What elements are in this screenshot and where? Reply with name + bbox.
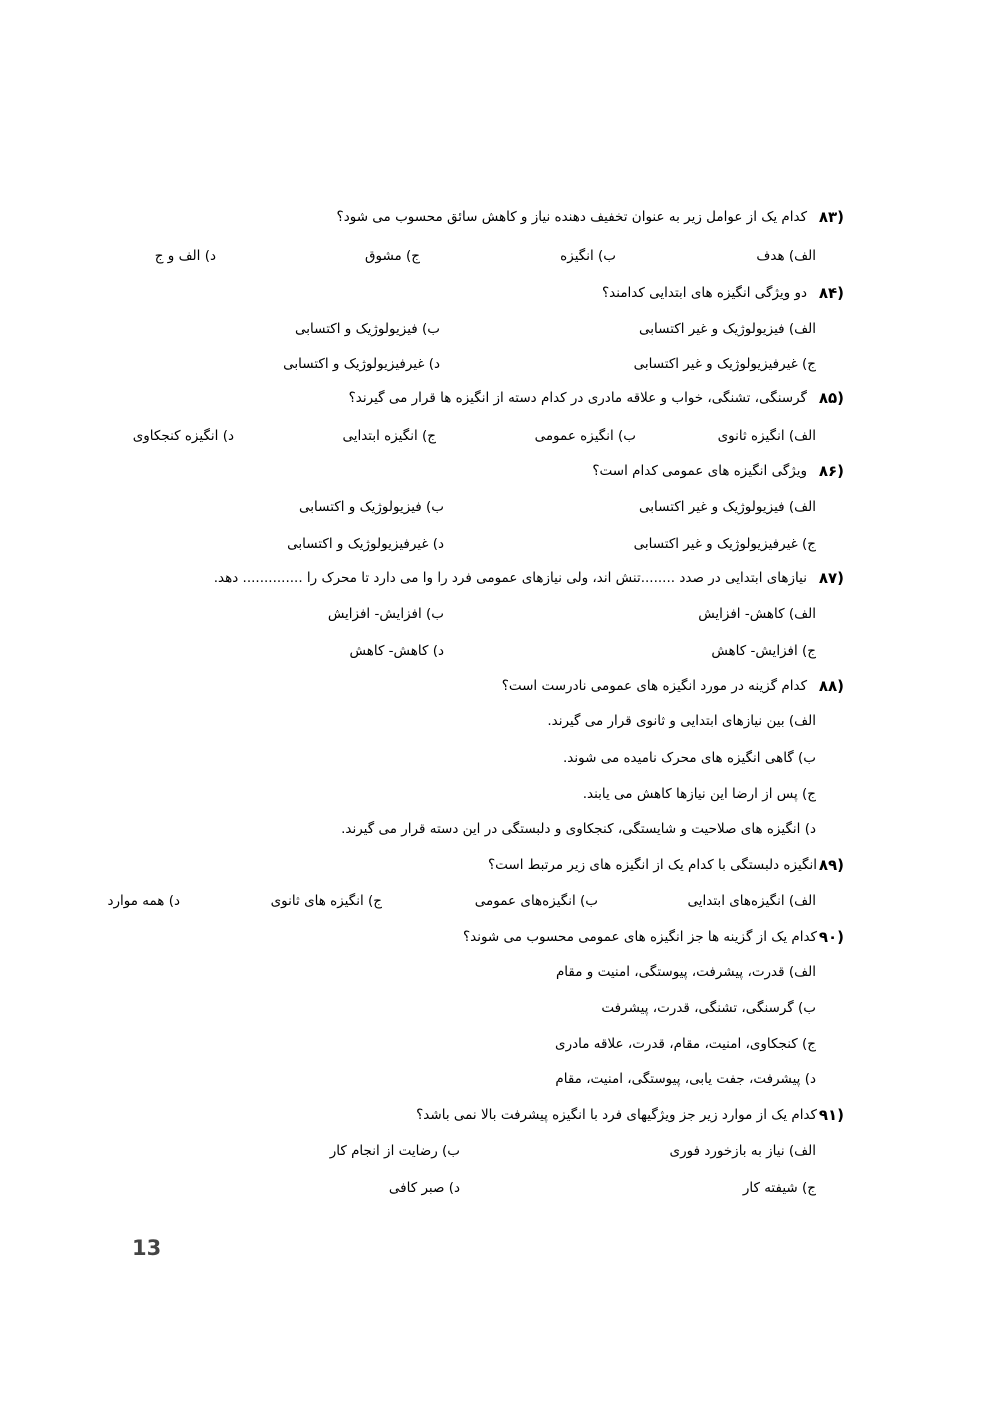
q87-option-d: د) کاهش- کاهش — [349, 643, 444, 659]
question-89-text: انگیزه دلبستگی با کدام یک از انگیزه های زیر مرتبط است؟ — [488, 857, 817, 873]
question-83-number: ۸۳) — [818, 208, 844, 226]
q83-option-c: ج) مشوق — [365, 248, 420, 264]
q85-option-d: د) انگیزه کنجکاوی — [132, 428, 234, 444]
question-86-number: ۸۶) — [818, 462, 844, 480]
q91-option-c: ج) شیفته کار — [742, 1180, 816, 1196]
q91-option-a: الف) نیاز به بازخورد فوری — [669, 1143, 816, 1159]
question-85-text: گرسنگی، تشنگی، خواب و علاقه مادری در کدام دسته از انگیزه ها قرار می گیرند؟ — [348, 390, 807, 406]
question-88-number: ۸۸) — [818, 677, 844, 695]
q91-option-d: د) صبر کافی — [388, 1180, 460, 1196]
q88-option-a: الف) بین نیازهای ابتدایی و ثانوی قرار می گیرند. — [547, 713, 816, 729]
question-91-number: ۹۱) — [818, 1106, 844, 1124]
question-85-number: ۸۵) — [818, 389, 844, 407]
question-84-number: ۸۴) — [818, 284, 844, 302]
question-90-number: ۹۰) — [818, 928, 844, 946]
question-86-text: ویژگی انگیزه های عمومی کدام است؟ — [592, 463, 807, 479]
question-87-number: ۸۷) — [818, 569, 844, 587]
q89-option-b: ب) انگیزه‌های عمومی — [474, 893, 598, 909]
q90-option-b: ب) گرسنگی، تشنگی، قدرت، پیشرفت — [601, 1000, 816, 1016]
q87-option-b: ب) افزایش- افزایش — [327, 606, 444, 622]
question-88-text: کدام گزینه در مورد انگیزه های عمومی نادرست است؟ — [501, 678, 807, 694]
q86-option-d: د) غیرفیزیولوژیک و اکتسابی — [287, 536, 444, 552]
q88-option-b: ب) گاهی انگیزه های محرک نامیده می شوند. — [563, 750, 816, 766]
q87-option-a: الف) کاهش- افزایش — [698, 606, 816, 622]
q84-option-d: د) غیرفیزیولوژیک و اکتسابی — [283, 356, 440, 372]
q88-option-d: د) انگیزه های صلاحیت و شایستگی، کنجکاوی و دلبستگی در این دسته قرار می گیرند. — [341, 821, 816, 837]
q90-option-c: ج) کنجکاوی، امنیت، مقام، قدرت، علاقه مادری — [555, 1036, 816, 1052]
q89-option-c: ج) انگیزه های ثانوی — [270, 893, 382, 909]
q83-option-b: ب) انگیزه — [560, 248, 616, 264]
q91-option-b: ب) رضایت از انجام کار — [329, 1143, 460, 1159]
q85-option-b: ب) انگیزه عمومی — [534, 428, 636, 444]
question-90-text: کدام یک از گزینه ها جز انگیزه های عمومی محسوب می شوند؟ — [462, 929, 817, 945]
q84-option-c: ج) غیرفیزیولوژیک و غیر اکتسابی — [633, 356, 816, 372]
q85-option-c: ج) انگیزه ابتدایی — [342, 428, 436, 444]
q89-option-a: الف) انگیزه‌های ابتدایی — [687, 893, 816, 909]
question-83-text: کدام یک از عوامل زیر به عنوان تخفیف دهنده نیاز و کاهش سائق محسوب می شود؟ — [336, 209, 807, 225]
q89-option-d: د) همه موارد — [107, 893, 180, 909]
q87-option-c: ج) افزایش- کاهش — [711, 643, 816, 659]
q90-option-a: الف) قدرت، پیشرفت، پیوستگی، امنیت و مقام — [555, 964, 816, 980]
question-89-number: ۸۹) — [818, 856, 844, 874]
q86-option-c: ج) غیرفیزیولوژیک و غیر اکتسابی — [633, 536, 816, 552]
question-87-text: نیازهای ابتدایی در صدد ........تنش اند، ولی نیازهای عمومی فرد را وا می دارد تا محرک را .............. دهد. — [213, 570, 807, 586]
q86-option-b: ب) فیزیولوژیک و اکتسابی — [299, 499, 444, 515]
q84-option-b: ب) فیزیولوژیک و اکتسابی — [295, 321, 440, 337]
q83-option-d: د) الف و ج — [154, 248, 216, 264]
q83-option-a: الف) هدف — [756, 248, 816, 264]
q88-option-c: ج) پس از ارضا این نیازها کاهش می یابند. — [582, 786, 816, 802]
q90-option-d: د) پیشرفت، جفت یابی، پیوستگی، امنیت، مقام — [555, 1071, 816, 1087]
q86-option-a: الف) فیزیولوژیک و غیر اکتسابی — [639, 499, 816, 515]
question-84-text: دو ویژگی انگیزه های ابتدایی کدامند؟ — [602, 285, 807, 301]
q84-option-a: الف) فیزیولوژیک و غیر اکتسابی — [639, 321, 816, 337]
question-91-text: کدام یک از موارد زیر جز ویژگیهای فرد با انگیزه پیشرفت بالا نمی باشد؟ — [416, 1107, 817, 1123]
page-number: 13 — [132, 1236, 162, 1260]
q85-option-a: الف) انگیزه ثانوی — [717, 428, 816, 444]
